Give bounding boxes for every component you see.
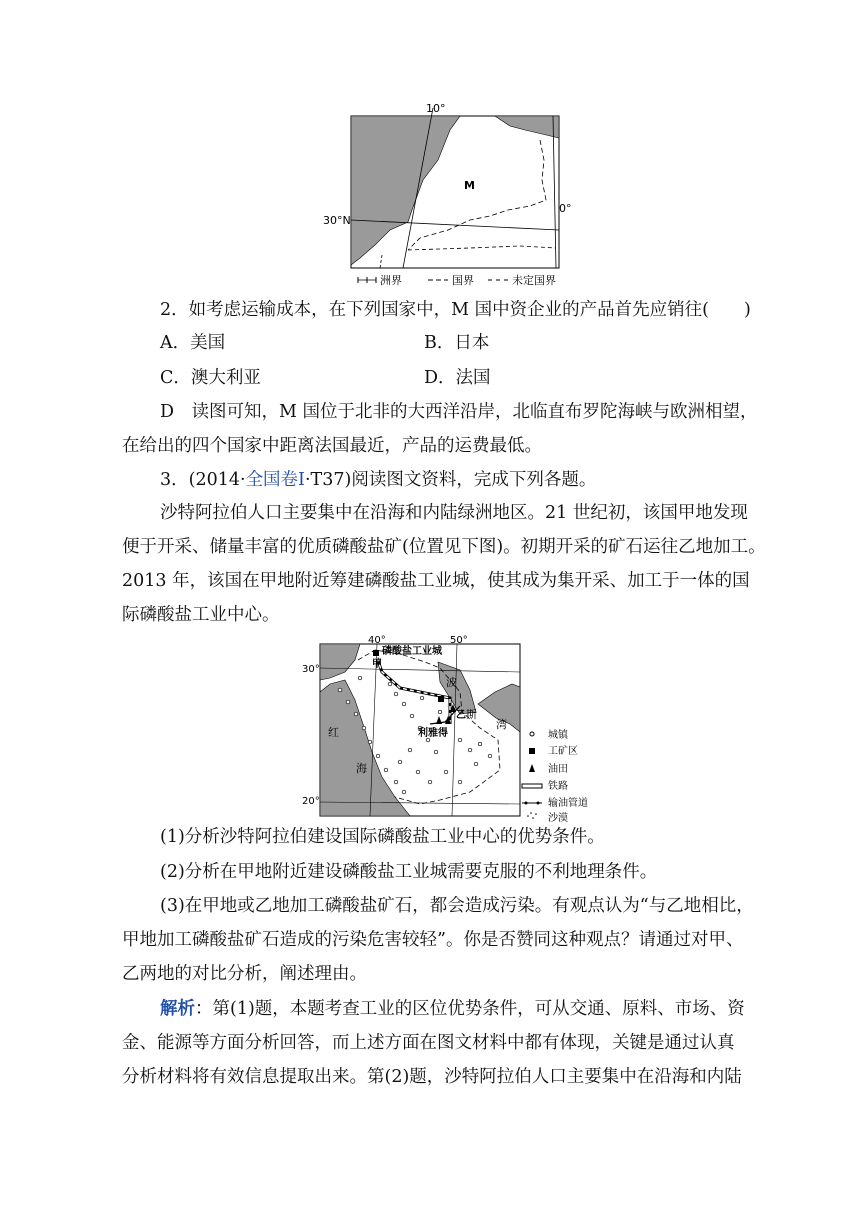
map2-wan: 湾 [496, 718, 507, 731]
map2-riyadh: 利雅得 [418, 728, 448, 739]
q2-answer-line2: 在给出的四个国家中距离法国最近，产品的运费最低。 [122, 436, 542, 456]
map1-legend-1: 洲界 [380, 274, 402, 287]
map2-lat20: 20° [302, 796, 320, 807]
map1-legend-2: 国界 [452, 274, 474, 287]
map1-meridian-label: 0° [559, 202, 572, 215]
map1-country-label: M [464, 179, 475, 192]
map1-legend-3: 未定国界 [512, 274, 556, 287]
map2-lat30: 30° [302, 664, 320, 675]
q2-option-a: A．美国 [160, 333, 226, 353]
analysis-label: 解析 [160, 999, 195, 1019]
map2-si: 斯 [466, 708, 477, 721]
q3-question-3-line2: 甲地加工磷酸盐矿石造成的污染危害较轻”。你是否赞同这种观点？请通过对甲、 [122, 930, 744, 950]
map2-hong: 红 [328, 726, 339, 739]
map2-lon40: 40° [368, 635, 386, 646]
map2-hai: 海 [356, 762, 367, 775]
map2-legend-oil: 油田 [548, 764, 568, 775]
analysis-line2: 金、能源等方面分析回答，而上述方面在图文材料中都有体现，关键是通过认真 [122, 1033, 735, 1053]
q3-question-1: (1)分析沙特阿拉伯建设国际磷酸盐工业中心的优势条件。 [160, 827, 605, 847]
q3-question-2: (2)分析在甲地附近建设磷酸盐工业城需要克服的不利地理条件。 [160, 862, 658, 882]
map1-lon-label: 10° [426, 102, 446, 115]
q3-material-4: 际磷酸盐工业中心。 [122, 605, 280, 625]
analysis-line3: 分析材料将有效信息提取出来。第(2)题，沙特阿拉伯人口主要集中在沿海和内陆 [122, 1067, 742, 1087]
map2-yi: 乙 [456, 710, 466, 721]
map-saudi-arabia [300, 632, 630, 822]
map2-legend-rail: 铁路 [548, 781, 568, 792]
map2-bo: 波 [446, 676, 457, 689]
map2-jia: 甲 [372, 659, 382, 670]
analysis-text-1: ：第(1)题，本题考查工业的区位优势条件，可从交通、原料、市场、资 [195, 999, 745, 1019]
map2-legend-desert: 沙漠 [548, 813, 568, 822]
map1-lat-label: 30°N [323, 214, 351, 227]
q2-option-b: B．日本 [424, 333, 490, 353]
q2-stem: 2．如考虑运输成本，在下列国家中，M 国中资企业的产品首先应销往( ) [160, 300, 751, 320]
map2-legend-mine: 工矿区 [548, 746, 578, 757]
q3-header-prefix: 3．(2014· [160, 470, 246, 490]
analysis-line1 [160, 997, 745, 1021]
q3-question-3-line1: (3)在甲地或乙地加工磷酸盐矿石，都会造成污染。有观点认为“与乙地相比， [160, 896, 754, 916]
q3-material-3: 2013 年，该国在甲地附近筹建磷酸盐工业城，使其成为集开采、加工于一体的国 [122, 571, 750, 591]
q3-material-2: 便于开采、储量丰富的优质磷酸盐矿(位置见下图)。初期开采的矿石运往乙地加工。 [122, 537, 766, 557]
map2-legend-town: 城镇 [548, 730, 568, 741]
map2-lon50: 50° [450, 635, 468, 646]
map2-city-label: 磷酸盐工业城 [382, 646, 442, 657]
q3-header-suffix: ·T37)阅读图文资料，完成下列各题。 [304, 470, 597, 490]
q2-option-c: C．澳大利亚 [160, 368, 261, 388]
map-morocco [320, 100, 590, 290]
q3-header [160, 468, 596, 492]
q3-question-3-line3: 乙两地的对比分析，阐述理由。 [122, 964, 367, 984]
q3-header-link[interactable]: 全国卷Ⅰ [245, 470, 305, 490]
map2-legend-pipe: 输油管道 [548, 798, 588, 809]
q2-answer-line1: D 读图可知，M 国位于北非的大西洋沿岸，北临直布罗陀海峡与欧洲相望， [160, 402, 758, 422]
q3-material-1: 沙特阿拉伯人口主要集中在沿海和内陆绿洲地区。21 世纪初，该国甲地发现 [160, 503, 748, 523]
q2-option-d: D．法国 [424, 368, 491, 388]
